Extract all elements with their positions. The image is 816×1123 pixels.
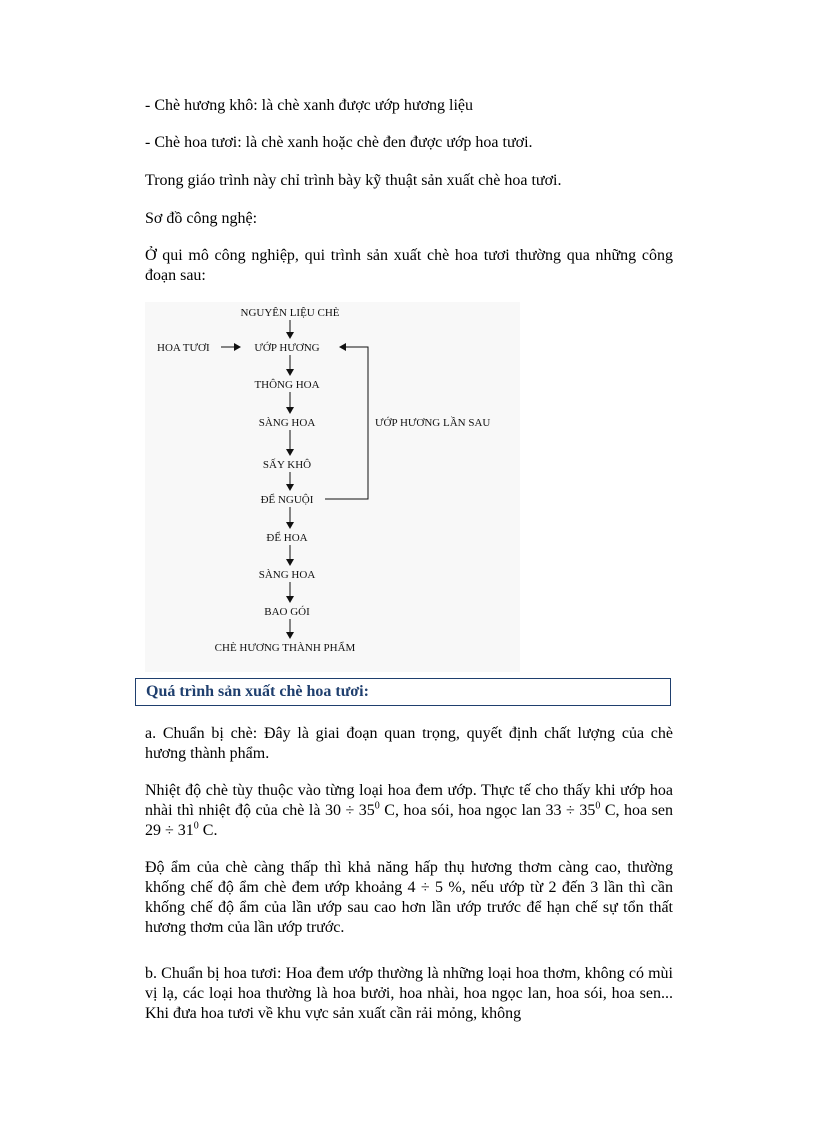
temperature-text-1: Nhiệt độ chè tùy thuộc vào từng loại hoa đem ướp. Thực tế cho thấy khi ướp hoa nhài thì nhiệt độ của chè là 30 ÷ 35 (145, 782, 673, 819)
paragraph-industrial-intro: Ở qui mô công nghiệp, qui trình sản xuất chè hoa tươi thường qua những công đoạn sau: (145, 247, 673, 284)
step-aerate-flowers: THÔNG HOA (254, 379, 320, 391)
step-raw-tea: NGUYÊN LIỆU CHÈ (240, 307, 340, 319)
paragraph-humidity: Độ ẩm của chè càng thấp thì khả năng hấp thụ hương thơm càng cao, thường khống chế độ ẩm chè đem ướp khoảng 4 ÷ 5 %, nếu ướp từ 2 đến 3 lần thì cần khống chế độ ẩm của lần ướp sau cao hơn lần ướp trước để hạn chế sự tổn thất hương thơm của lần ướp trước. (145, 859, 673, 936)
degree-sup-1: 0 (374, 800, 380, 812)
degree-sup-2: 0 (595, 800, 601, 812)
step-sieve-flowers-1: SÀNG HOA (258, 417, 316, 429)
temperature-text-3: C, hoa sen 29 ÷ 31 (145, 802, 673, 839)
paragraph-dry-scented-tea: - Chè hương khô: là chè xanh được ướp hương liệu (145, 97, 474, 114)
step-finished-tea: CHÈ HƯƠNG THÀNH PHẨM (214, 642, 356, 654)
temperature-text-4: C. (198, 822, 218, 839)
paragraph-fresh-flower-tea: - Chè hoa tươi: là chè xanh hoặc chè đen được ướp hoa tươi. (145, 134, 533, 151)
step-dry: SẤY KHÔ (262, 459, 312, 471)
temperature-text-2: C, hoa sói, hoa ngọc lan 33 ÷ 35 (379, 802, 596, 819)
degree-sup-3: 0 (193, 820, 199, 832)
process-flow-diagram (145, 302, 520, 672)
loop-arrow (325, 347, 368, 499)
step-leave-flowers: ĐỂ HOA (266, 532, 308, 544)
input-fresh-flowers-label: HOA TƯƠI (157, 342, 210, 354)
step-sieve-flowers-2: SÀNG HOA (258, 569, 316, 581)
paragraph-prepare-tea: a. Chuẩn bị chè: Đây là giai đoạn quan trọng, quyết định chất lượng của chè hương thành phẩm. (145, 725, 673, 762)
step-packaging: BAO GÓI (264, 606, 310, 618)
section-heading: Quá trình sản xuất chè hoa tươi: (146, 683, 369, 700)
loop-label: ƯỚP HƯƠNG LẦN SAU (375, 417, 491, 429)
step-cool: ĐỂ NGUỘI (260, 494, 314, 506)
step-scenting: ƯỚP HƯƠNG (254, 342, 320, 354)
paragraph-prepare-flowers: b. Chuẩn bị hoa tươi: Hoa đem ướp thường là những loại hoa thơm, không có mùi vị lạ, các loại hoa thường là hoa bưởi, hoa nhài, hoa ngọc lan, hoa sói, hoa sen... Khi đưa hoa tươi về khu vực sản xuất cần rải mỏng, không (145, 965, 673, 1022)
paragraph-scope: Trong giáo trình này chỉ trình bày kỹ thuật sản xuất chè hoa tươi. (145, 172, 562, 189)
paragraph-diagram-title: Sơ đồ công nghệ: (145, 210, 258, 227)
paragraph-temperature (145, 781, 673, 841)
process-flow-svg (145, 302, 520, 672)
section-heading-box (135, 678, 671, 706)
